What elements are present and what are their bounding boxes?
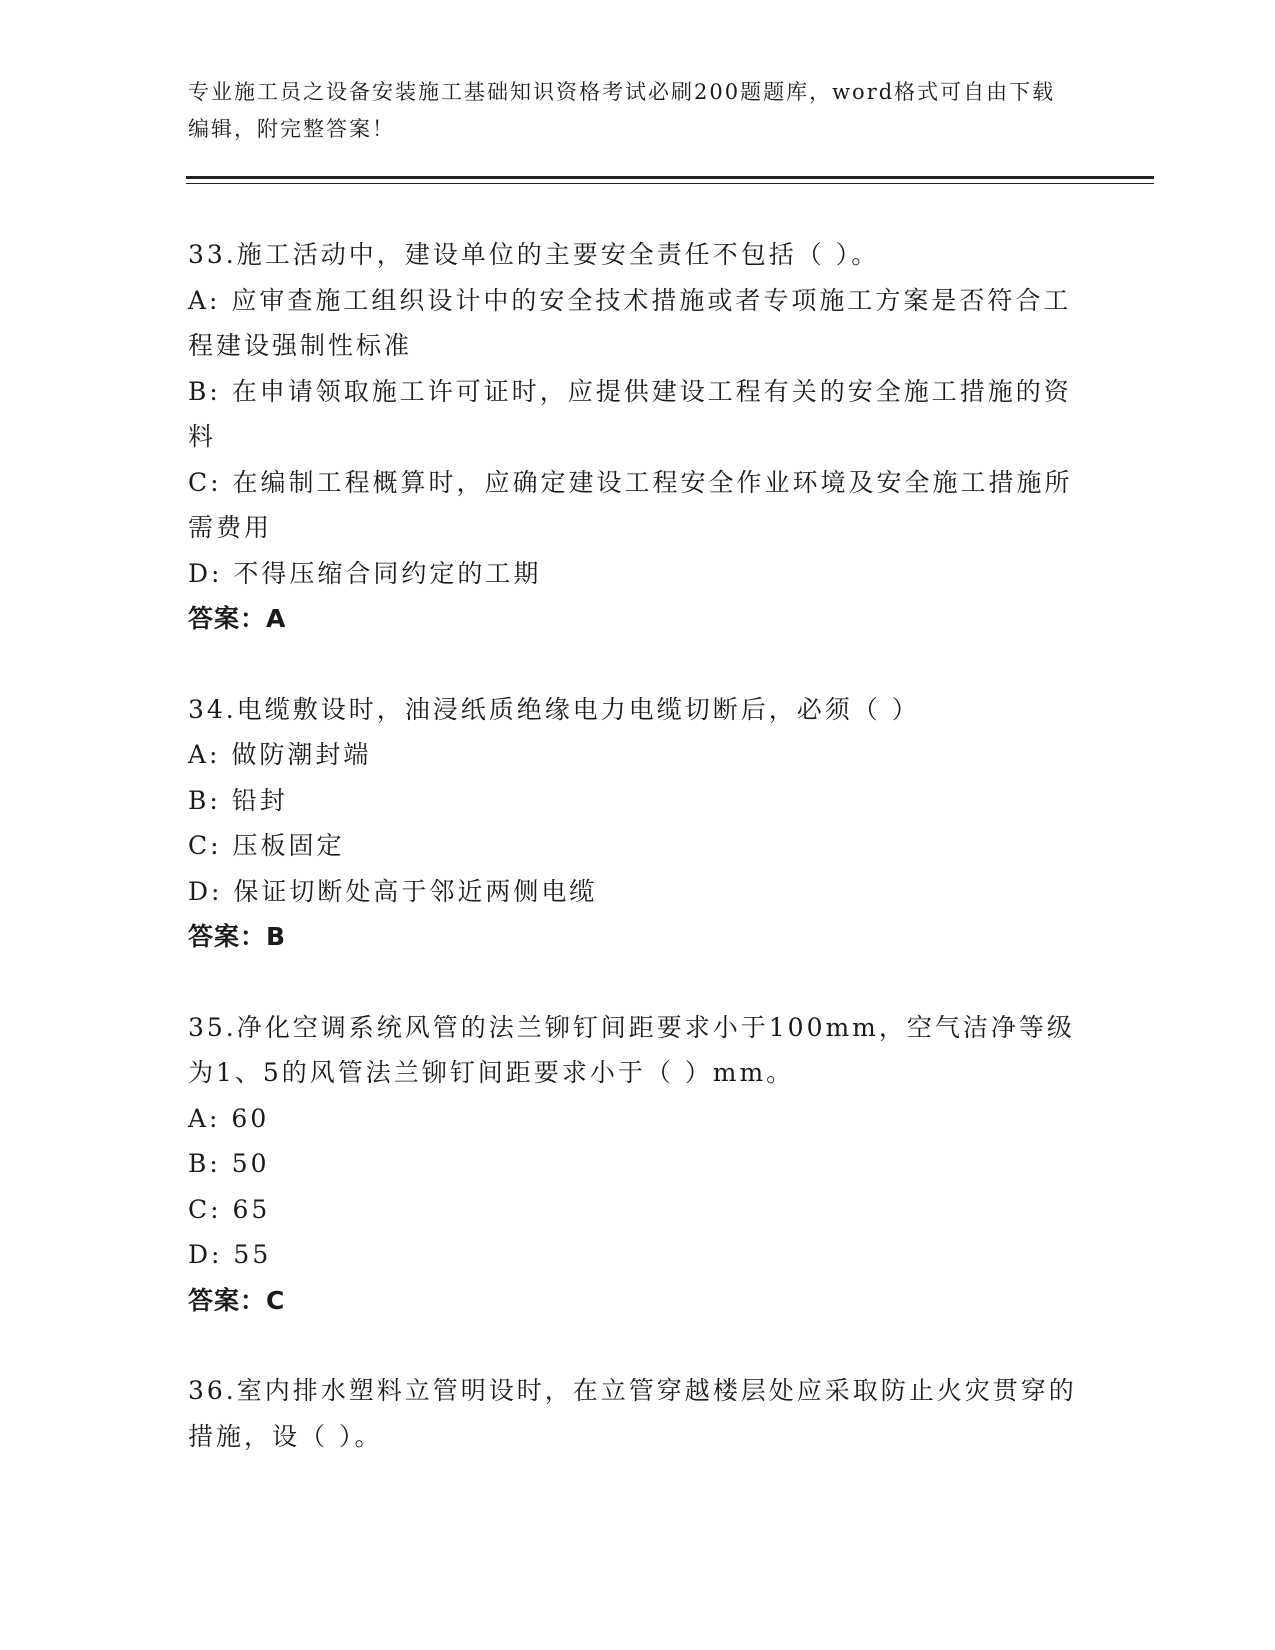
option-a: A: 应审查施工组织设计中的安全技术措施或者专项施工方案是否符合工程建设强制性标准 [188, 285, 1072, 360]
question-stem: 34.电缆敷设时，油浸纸质绝缘电力电缆切断后，必须（ ） [188, 694, 920, 724]
answer-label: 答案： [188, 604, 267, 633]
header-rule-thin [186, 183, 1154, 184]
option-a: A: 做防潮封端 [188, 740, 372, 769]
option-d: D: 55 [188, 1240, 272, 1269]
option-d: D: 不得压缩合同约定的工期 [188, 558, 542, 588]
option-b: B: 铅封 [188, 785, 288, 815]
question-list [188, 232, 1088, 1504]
question-stem: 33.施工活动中，建设单位的主要安全责任不包括（ ）。 [188, 240, 880, 269]
question-stem: 35.净化空调系统风管的法兰铆钉间距要求小于100mm，空气洁净等级为1、5的风管法兰铆钉间距要求小于（ ）mm。 [188, 1012, 1075, 1087]
question-35 [188, 1005, 1088, 1324]
question-stem: 36.室内排水塑料立管明设时，在立管穿越楼层处应采取防止火灾贯穿的措施，设（ ）。 [188, 1376, 1077, 1451]
question-34 [188, 687, 1088, 960]
document-header [188, 74, 1068, 148]
option-b: B: 50 [188, 1149, 270, 1178]
answer-line [188, 596, 1088, 642]
option-a: A: 60 [188, 1103, 270, 1133]
option-c: C: 压板固定 [188, 831, 345, 860]
option-b: B: 在申请领取施工许可证时，应提供建设工程有关的安全施工措施的资料 [188, 376, 1072, 451]
answer-line [188, 914, 1088, 960]
question-33 [188, 232, 1088, 642]
answer-line [188, 1278, 1088, 1324]
option-c: C: 在编制工程概算时，应确定建设工程安全作业环境及安全施工措施所需费用 [188, 467, 1073, 542]
option-d: D: 保证切断处高于邻近两侧电缆 [188, 876, 598, 906]
option-c: C: 65 [188, 1194, 271, 1224]
question-36 [188, 1368, 1088, 1459]
answer-value: C [266, 1285, 286, 1315]
answer-value: A [266, 604, 287, 633]
answer-label: 答案： [188, 922, 267, 951]
answer-label: 答案： [188, 1285, 267, 1315]
header-rule-thick [186, 176, 1154, 179]
answer-value: B [266, 922, 287, 951]
document-title: 专业施工员之设备安装施工基础知识资格考试必刷200题题库，word格式可自由下载编辑，附完整答案！ [188, 80, 1056, 141]
